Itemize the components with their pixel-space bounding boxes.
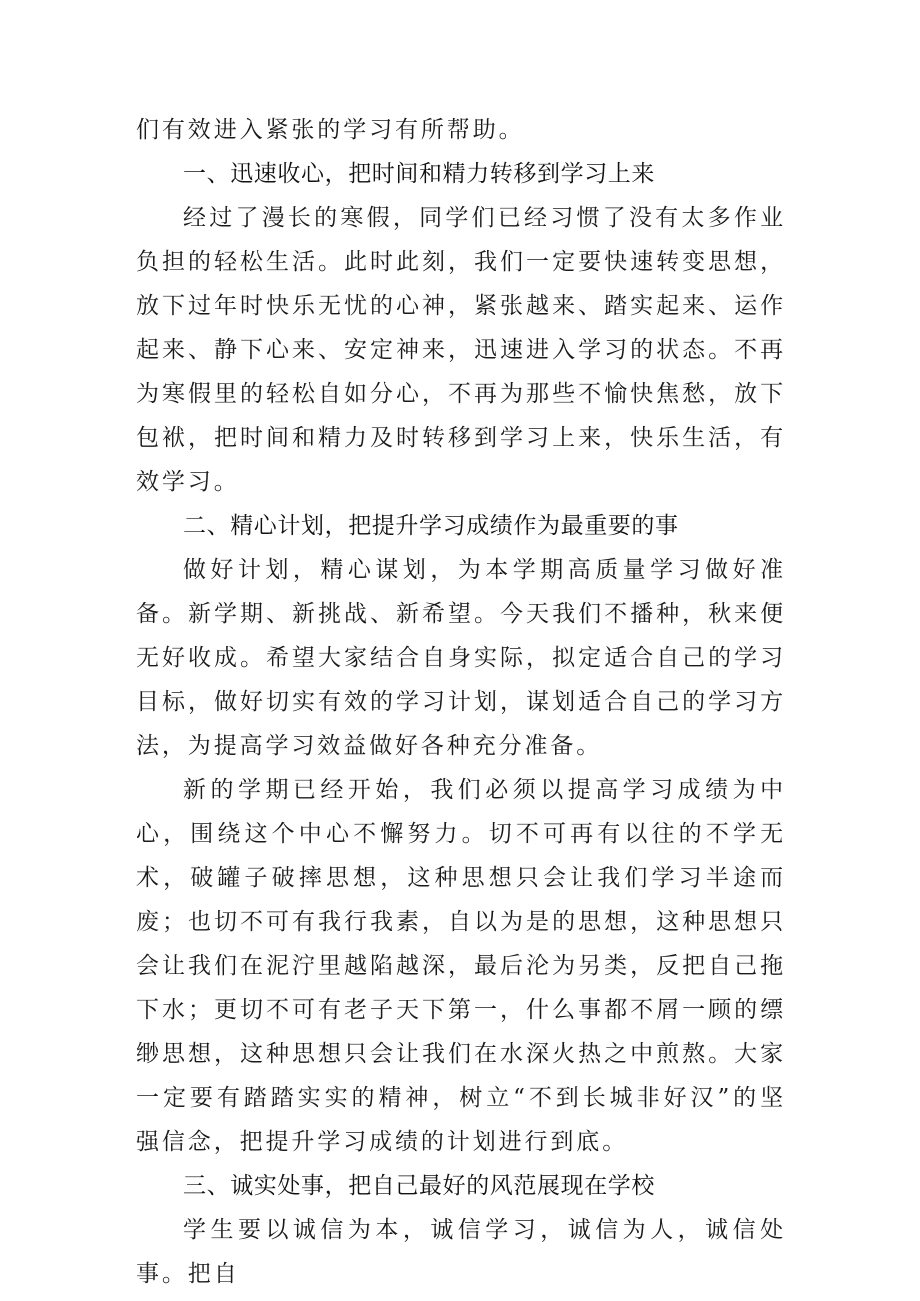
section-2-paragraph-2: 新的学期已经开始，我们必须以提高学习成绩为中心，围绕这个中心不懈努力。切不可再有以往的不学无术，破罐子破摔思想，这种思想只会让我们学习半途而废；也切不可有我行我素，自以为是的思想，这种思想只会让我们在泥泞里越陷越深，最后沦为另类，反把自己拖下水；更切不可有老子天下第一，什么事都不屑一顾的缥缈思想，这种思想只会让我们在水深火热之中煎熬。大家一定要有踏踏实实的精神，树立“不到长城非好汉”的坚强信念，把提升学习成绩的计划进行到底。 — [136, 777, 786, 1155]
intro-paragraph-tail: 们有效进入紧张的学习有所帮助。 — [136, 117, 525, 143]
section-1-paragraph-1: 经过了漫长的寒假，同学们已经习惯了没有太多作业负担的轻松生活。此时此刻，我们一定要快速转变思想，放下过年时快乐无忧的心神，紧张越来、踏实起来、运作起来、静下心来、安定神来，迅速进入学习的状态。不再为寒假里的轻松自如分心，不再为那些不愉快焦愁，放下包袱，把时间和精力及时转移到学习上来，快乐生活，有效学习。 — [136, 205, 786, 495]
section-1-heading: 一、迅速收心，把时间和精力转移到学习上来 — [183, 161, 655, 187]
section-3-paragraph-1: 学生要以诚信为本，诚信学习，诚信为人，诚信处事。把自 — [136, 1217, 786, 1287]
section-2-paragraph-1: 做好计划，精心谋划，为本学期高质量学习做好准备。新学期、新挑战、新希望。今天我们不播种，秋来便无好收成。希望大家结合自身实际，拟定适合自己的学习目标，做好切实有效的学习计划，谋划适合自己的学习方法，为提高学习效益做好各种充分准备。 — [136, 557, 786, 759]
section-2-heading: 二、精心计划，把提升学习成绩作为最重要的事 — [183, 513, 679, 539]
document-body — [136, 108, 786, 1296]
section-3-heading: 三、诚实处事，把自己最好的风范展现在学校 — [183, 1173, 655, 1199]
